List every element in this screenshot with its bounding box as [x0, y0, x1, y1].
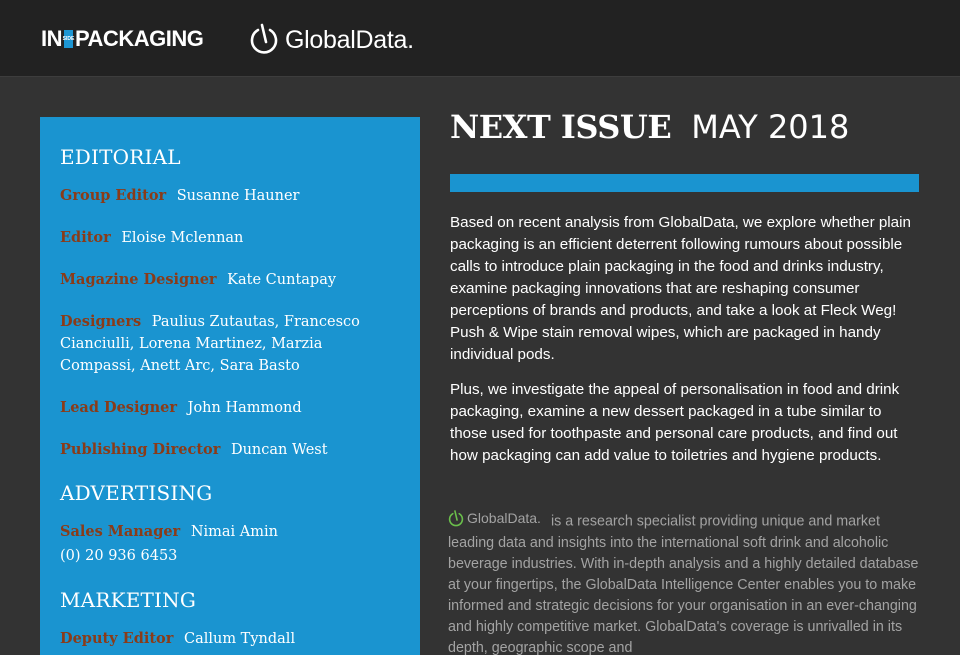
globaldata-blurb-text: is a research specialist providing unique and market leading data and insights into the international soft drink and alcoholic beverage industries. With in-depth analysis and a highly detailed database at your fingertips, the GlobalData Intelligence Center enables you to make informed and strategic decisions for your organisation in an ever-changing and highly competitive market. GlobalData's coverage is unrivalled in its depth, geographic scope and — [448, 513, 919, 655]
staff-role: Editor — [60, 229, 111, 246]
description-paragraph: Based on recent analysis from GlobalData, we explore whether plain packaging is an efficient deterrent following rumours about possible calls to introduce plain packaging in the food and drinks industry, examine packaging innovations that are reshaping consumer perceptions of brands and products, and take a look at Fleck Weg! Push & Wipe stain removal wipes, which are packaged in handy individual pods. — [450, 214, 911, 363]
top-bar — [0, 0, 960, 77]
editorial-heading: EDITORIAL — [60, 145, 181, 169]
next-issue-date: MAY 2018 — [691, 108, 850, 146]
staff-name: Callum Tyndall — [183, 631, 296, 647]
marketing-heading: MARKETING — [60, 588, 197, 612]
description-paragraph: Plus, we investigate the appeal of personalisation in food and drink packaging, examine a new dessert packaged in a tube similar to those used for toothpaste and personal care products, and find out how packaging can add value to toiletries and hygiene products. — [450, 381, 900, 464]
staff-role: Deputy Editor — [60, 630, 174, 647]
staff-name: Paulius Zutautas, Francesco Cianciulli, Lorena Martinez, Marzia Compassi, Anett Arc, Sara Basto — [60, 314, 360, 374]
staff-name: Duncan West — [230, 442, 328, 458]
staff-entry — [60, 521, 400, 543]
staff-name: Kate Cuntapay — [227, 272, 337, 288]
staff-entry — [60, 185, 400, 207]
logo-inside-prefix: IN — [41, 26, 62, 51]
staff-role: Magazine Designer — [60, 271, 217, 288]
staff-name: Susanne Hauner — [176, 188, 300, 204]
staff-entry — [60, 311, 400, 377]
staff-role: Sales Manager — [60, 523, 181, 540]
staff-name: Nimai Amin — [190, 524, 278, 540]
staff-role: Designers — [60, 313, 142, 330]
staff-entry — [60, 269, 400, 291]
next-issue-label: NEXT ISSUE — [450, 108, 672, 146]
logo-inside-suffix: PACKAGING — [75, 26, 204, 51]
staff-role: Lead Designer — [60, 399, 178, 416]
staff-entry — [60, 227, 400, 249]
staff-entry — [60, 439, 400, 461]
globaldata-inline-logo-text: GlobalData. — [467, 510, 541, 526]
staff-entry — [60, 628, 400, 650]
logo-inside-side-tag: SIDE — [64, 30, 73, 48]
globaldata-icon — [249, 22, 279, 58]
globaldata-icon — [448, 509, 464, 529]
inside-packaging-logo[interactable] — [41, 28, 203, 50]
staff-role: Publishing Director — [60, 441, 221, 458]
globaldata-inline-logo — [448, 508, 541, 529]
staff-name: John Hammond — [187, 400, 302, 416]
advertising-heading: ADVERTISING — [60, 481, 213, 505]
accent-bar — [450, 174, 919, 192]
staff-name: Eloise Mclennan — [121, 230, 244, 246]
staff-entry — [60, 397, 400, 419]
next-issue-description — [450, 212, 920, 480]
phone-number: (0) 20 936 6453 — [60, 548, 178, 564]
globaldata-logo-text: GlobalData. — [285, 25, 414, 54]
globaldata-blurb — [448, 508, 923, 655]
next-issue-heading — [450, 108, 849, 152]
staff-panel — [40, 117, 420, 655]
globaldata-logo[interactable] — [249, 22, 414, 58]
staff-role: Group Editor — [60, 187, 167, 204]
